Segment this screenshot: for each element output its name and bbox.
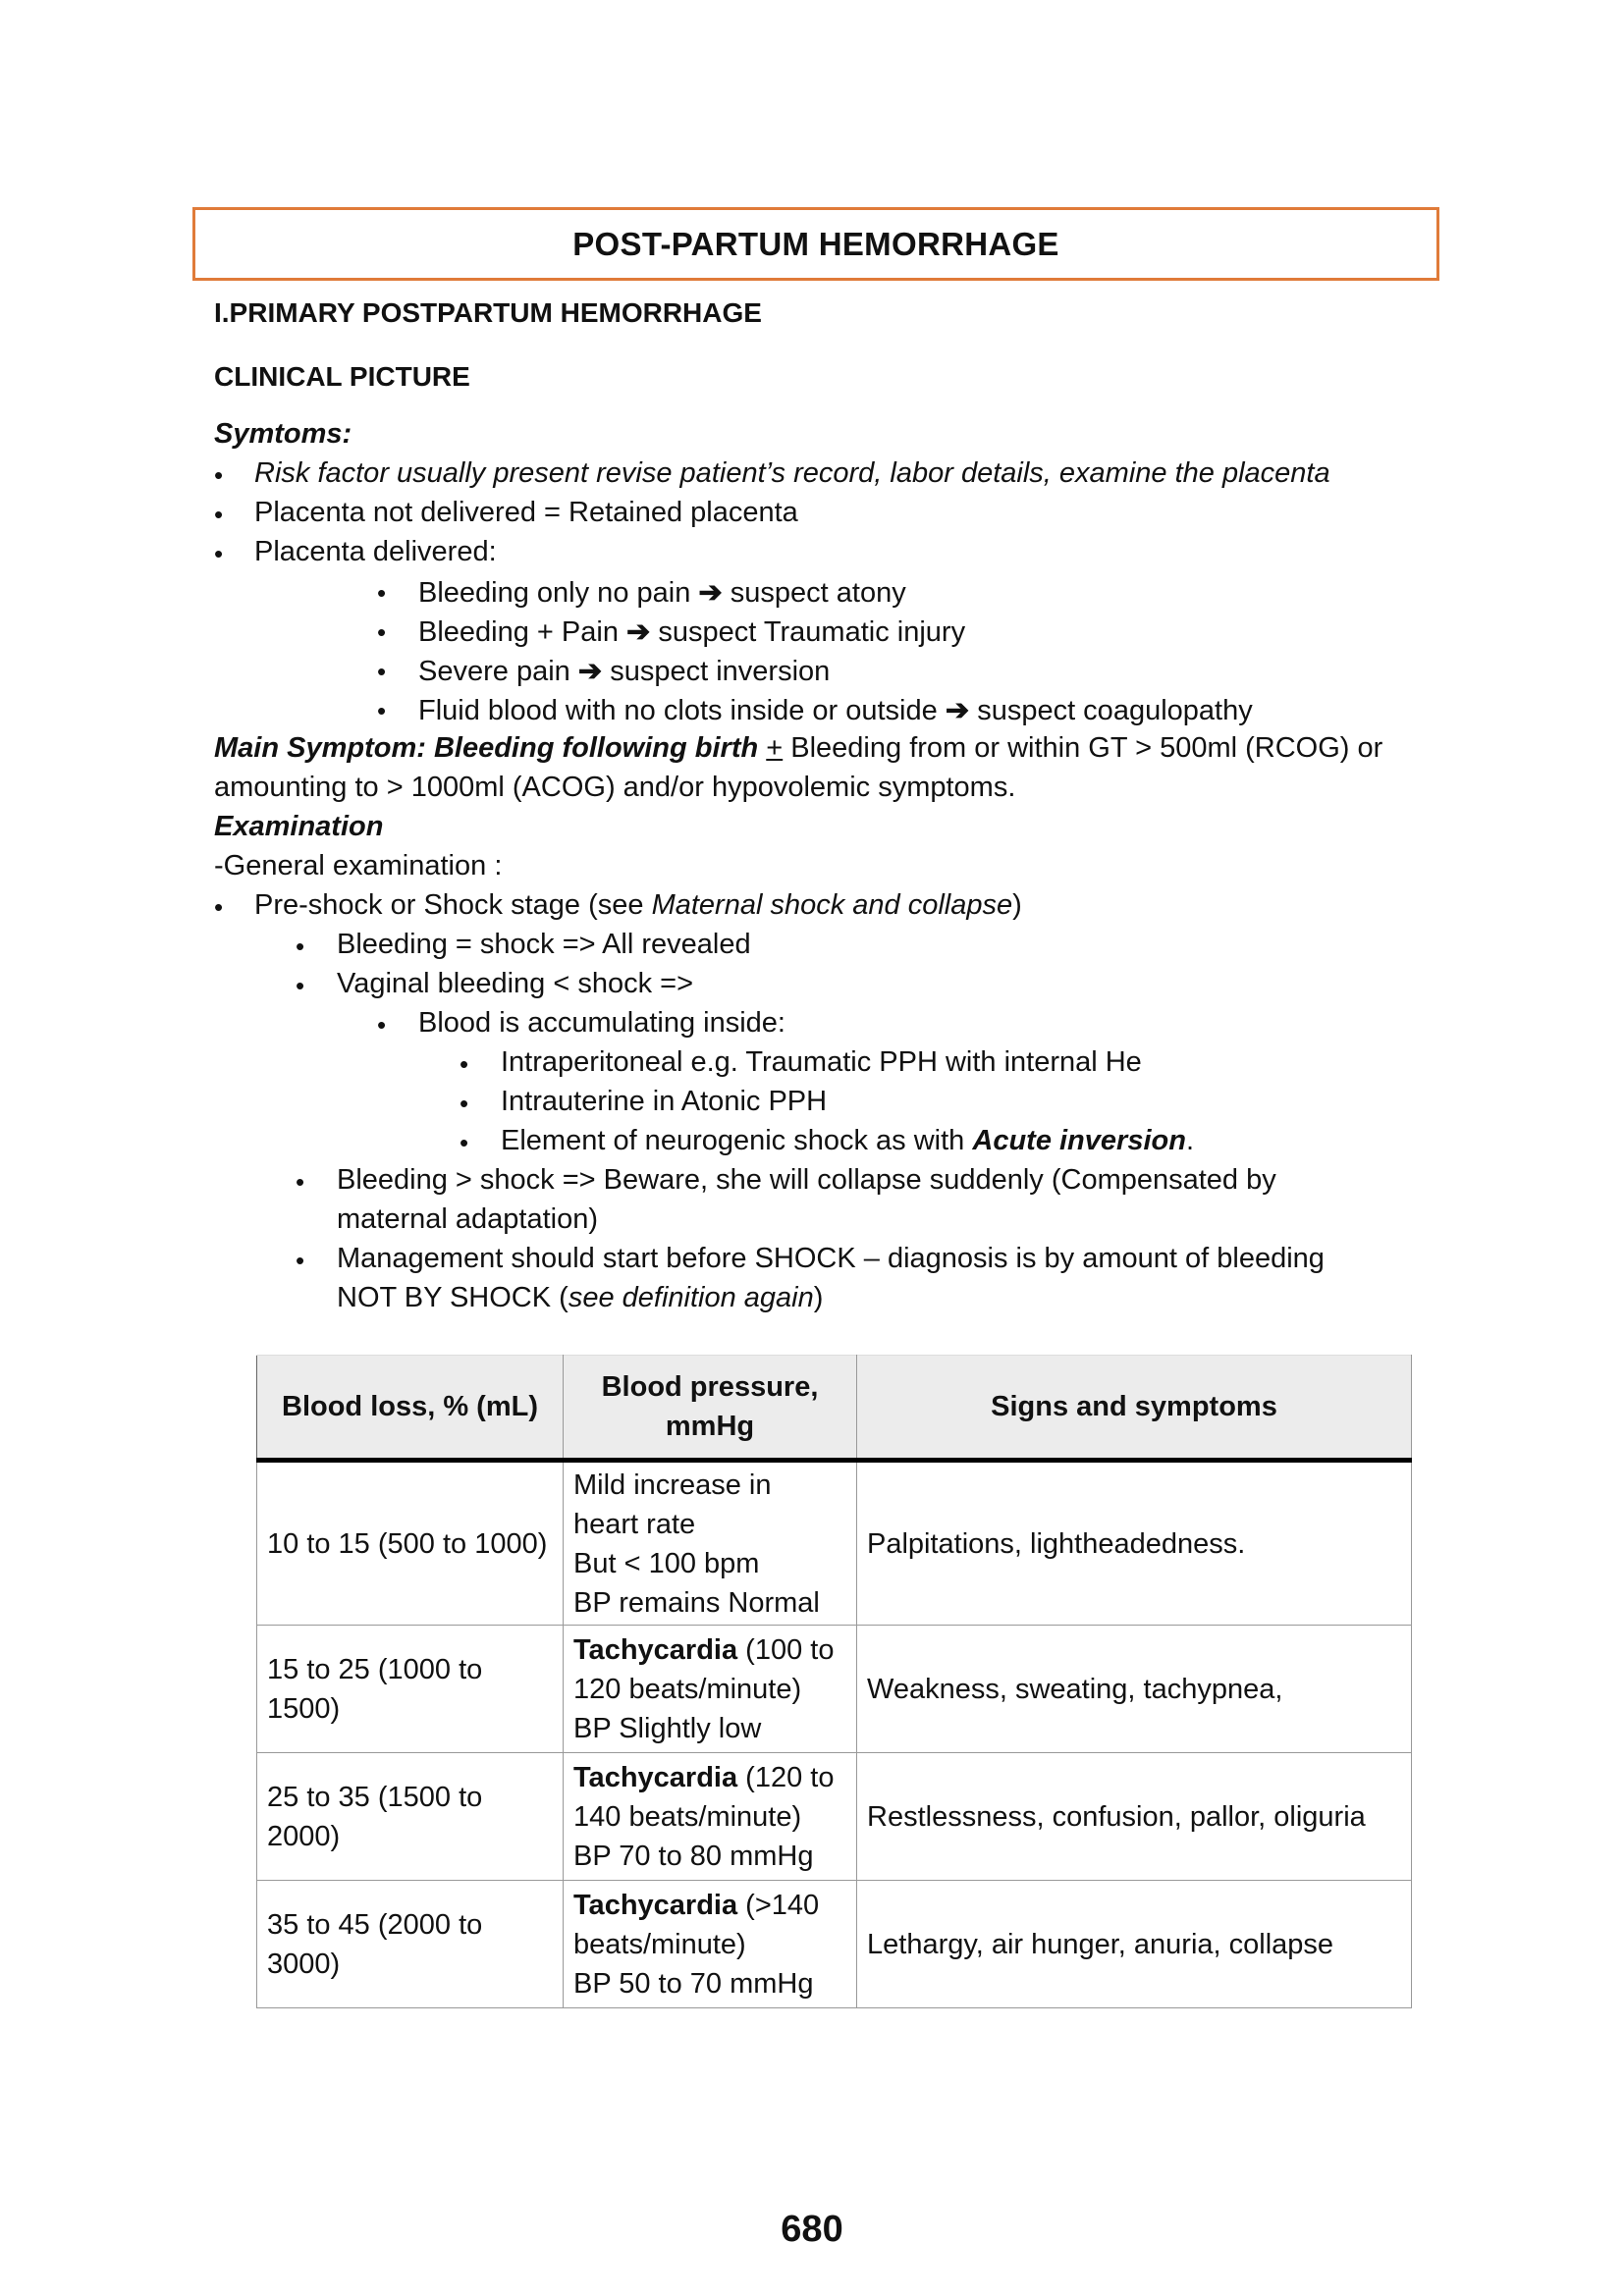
page-number: 680	[781, 2209, 843, 2250]
bullet-icon: •	[214, 500, 224, 529]
symptoms-label: Symtoms:	[214, 418, 352, 450]
exam-item-cont: NOT BY SHOCK (see definition again)	[337, 1282, 824, 1313]
exam-item: Intraperitoneal e.g. Traumatic PPH with internal He	[501, 1046, 1142, 1078]
exam-item: Vaginal bleeding < shock =>	[337, 968, 694, 999]
exam-item: Blood is accumulating inside:	[418, 1007, 785, 1039]
symptom-item: Placenta not delivered = Retained placenta	[254, 497, 798, 528]
general-exam: -General examination :	[214, 850, 503, 881]
sub-item: Bleeding only no pain ➔ suspect atony	[418, 577, 906, 609]
sub-item: Severe pain ➔ suspect inversion	[418, 656, 831, 687]
bullet-icon: •	[377, 578, 387, 608]
clinical-picture-heading: CLINICAL PICTURE	[214, 361, 470, 392]
cell-bp: Mild increase in heart rate But < 100 bpm BP remains Normal	[564, 1461, 857, 1626]
symptom-item: Placenta delivered:	[254, 536, 497, 567]
shock-stage: Pre-shock or Shock stage (see Maternal shock and collapse)	[254, 889, 1022, 921]
bullet-icon: •	[377, 617, 387, 647]
cross-reference-link: Maternal shock and collapse	[651, 889, 1013, 921]
exam-item: Management should start before SHOCK – diagnosis is by amount of bleeding	[337, 1243, 1325, 1274]
bullet-icon: •	[214, 460, 224, 490]
cell-signs: Palpitations, lightheadedness.	[857, 1461, 1412, 1626]
bullet-icon: •	[460, 1089, 469, 1118]
bullet-icon: •	[214, 892, 224, 922]
bullet-icon: •	[377, 657, 387, 686]
bullet-icon: •	[296, 932, 305, 961]
cell-blood-loss: 10 to 15 (500 to 1000)	[257, 1461, 564, 1626]
cell-blood-loss: 15 to 25 (1000 to 1500)	[257, 1626, 564, 1753]
cell-signs: Restlessness, confusion, pallor, oliguria	[857, 1753, 1412, 1881]
cell-blood-loss: 35 to 45 (2000 to 3000)	[257, 1881, 564, 2008]
arrow-right-icon: ➔	[626, 616, 651, 648]
exam-item: Intrauterine in Atonic PPH	[501, 1086, 828, 1117]
examination-label: Examination	[214, 811, 384, 842]
symptom-item: Risk factor usually present revise patient’s record, labor details, examine the placenta	[254, 457, 1330, 489]
section-heading: I.PRIMARY POSTPARTUM HEMORRHAGE	[214, 297, 762, 328]
table-row	[257, 1881, 1412, 2008]
page-title: POST-PARTUM HEMORRHAGE	[572, 225, 1059, 262]
bullet-icon: •	[377, 1010, 387, 1040]
header-blood-pressure: Blood pressure, mmHg	[564, 1356, 857, 1461]
table-row	[257, 1626, 1412, 1753]
cell-blood-loss: 25 to 35 (1500 to 2000)	[257, 1753, 564, 1881]
bullet-icon: •	[296, 1246, 305, 1275]
sub-item: Fluid blood with no clots inside or outside ➔ suspect coagulopathy	[418, 695, 1253, 726]
exam-item: Bleeding > shock => Beware, she will collapse suddenly (Compensated by	[337, 1164, 1276, 1196]
cell-bp: Tachycardia (100 to 120 beats/minute) BP Slightly low	[564, 1626, 857, 1753]
bullet-icon: •	[214, 539, 224, 568]
bullet-icon: •	[460, 1049, 469, 1079]
cell-bp: Tachycardia (120 to 140 beats/minute) BP 70 to 80 mmHg	[564, 1753, 857, 1881]
header-blood-loss: Blood loss, % (mL)	[257, 1356, 564, 1461]
arrow-right-icon: ➔	[945, 695, 970, 726]
arrow-right-icon: ➔	[577, 656, 603, 687]
bullet-icon: •	[377, 696, 387, 725]
arrow-right-icon: ➔	[698, 577, 723, 609]
exam-item-cont: maternal adaptation)	[337, 1203, 598, 1235]
bullet-icon: •	[296, 971, 305, 1000]
cell-signs: Weakness, sweating, tachypnea,	[857, 1626, 1412, 1753]
table-row	[257, 1753, 1412, 1881]
title-box	[192, 207, 1439, 281]
exam-item: Element of neurogenic shock as with Acute inversion.	[501, 1125, 1194, 1156]
bullet-icon: •	[296, 1167, 305, 1197]
main-symptom-line2: amounting to > 1000ml (ACOG) and/or hypovolemic symptoms.	[214, 772, 1016, 803]
exam-item: Bleeding = shock => All revealed	[337, 929, 751, 960]
main-symptom: Main Symptom: Bleeding following birth + Bleeding from or within GT > 500ml (RCOG) or	[214, 732, 1383, 764]
cell-signs: Lethargy, air hunger, anuria, collapse	[857, 1881, 1412, 2008]
blood-loss-table	[256, 1355, 1412, 2008]
cell-bp: Tachycardia (>140 beats/minute) BP 50 to 70 mmHg	[564, 1881, 857, 2008]
sub-item: Bleeding + Pain ➔ suspect Traumatic injury	[418, 616, 966, 648]
bullet-icon: •	[460, 1128, 469, 1157]
header-signs: Signs and symptoms	[857, 1356, 1412, 1461]
table-row	[257, 1461, 1412, 1626]
